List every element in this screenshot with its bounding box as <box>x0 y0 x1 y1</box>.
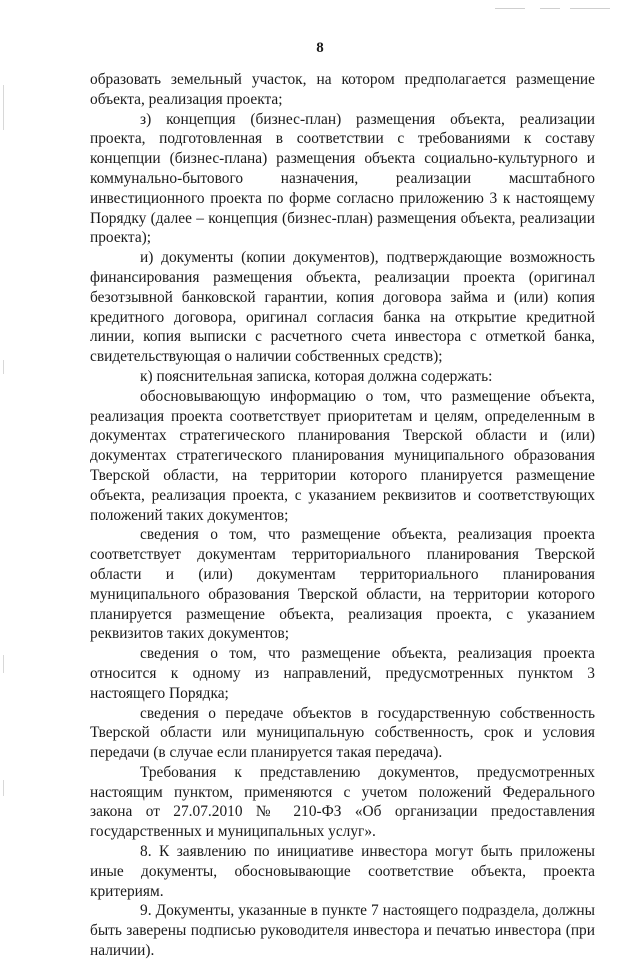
paragraph-directions: сведения о том, что размещение объекта, реализация проекта относится к одному из направлений, предусмотренных пунктом 3 настоящего Порядка; <box>90 645 595 702</box>
scan-artifact-edge <box>3 360 4 374</box>
paragraph-item-i: и) документы (копии документов), подтверждающие возможность финансирования размещения объекта, реализации проекта (оригинал безотзывной банковской гарантии, копия договора займа и (или) копия кредитного договора, оригинал согласия банка на открытие кредитной линии, копия выписки с расчетного счета инвестора с отметкой банка, свидетельствующая о наличии собственных средств); <box>90 249 595 366</box>
paragraph-item-9: 9. Документы, указанные в пункте 7 настоящего подраздела, должны быть заверены подписью руководителя инвестора и печатью инвестора (при наличии). <box>90 902 595 960</box>
paragraph-transfer: сведения о передаче объектов в государственную собственность Тверской области или муниципальную собственность, срок и условия передачи (в случае если планируется такая передача). <box>90 704 595 762</box>
document-body <box>90 70 595 961</box>
paragraph-requirements: Требования к представлению документов, предусмотренных настоящим пунктом, применяются с учетом положений Федерального закона от 27.07.2010 № 210-ФЗ «Об организации предоставления государственных и муниципальных услуг». <box>90 763 595 841</box>
scan-artifact-top <box>495 8 525 9</box>
paragraph-continuation: образовать земельный участок, на котором предполагается размещение объекта, реализация проекта; <box>90 71 595 108</box>
scan-artifact-top <box>570 8 610 9</box>
paragraph-justification: обосновывающую информацию о том, что размещение объекта, реализация проекта соответствует приоритетам и целям, определенным в документах стратегического планирования Тверской области и (или) документах стратегического планирования муниципального образования Тверской области, на территории которого планируется размещение объекта, реализация проекта, с указанием реквизитов и соответствующих положений таких документов; <box>90 387 595 524</box>
paragraph-territorial-planning: сведения о том, что размещение объекта, реализация проекта соответствует документам территориального планирования Тверской области и (или) документам территориального планирования муниципального образования Тверской области, на территории которого планируется размещение объекта, реализация проекта, с указанием реквизитов таких документов; <box>90 526 595 643</box>
scan-artifact-top <box>540 8 560 9</box>
paragraph-item-z: з) концепция (бизнес-план) размещения объекта, реализации проекта, подготовленная в соответствии с требованиями к составу концепции (бизнес-плана) размещения объекта социально-культурного и коммунально-бытового назначения, реализации масштабного инвестиционного проекта по форме согласно приложению 3 к настоящему Порядку (далее – концепция (бизнес-план) размещения объекта, реализации проекта); <box>90 110 595 247</box>
paragraph-item-8: 8. К заявлению по инициативе инвестора могут быть приложены иные документы, обосновывающие соответствие объекта, проекта критериям. <box>90 843 595 900</box>
scan-artifact-edge <box>3 85 4 130</box>
paragraph-item-k: к) пояснительная записка, которая должна содержать: <box>140 367 493 385</box>
scan-artifact-edge <box>3 655 4 673</box>
page-number: 8 <box>316 40 324 56</box>
scan-artifact-edge <box>3 780 4 796</box>
